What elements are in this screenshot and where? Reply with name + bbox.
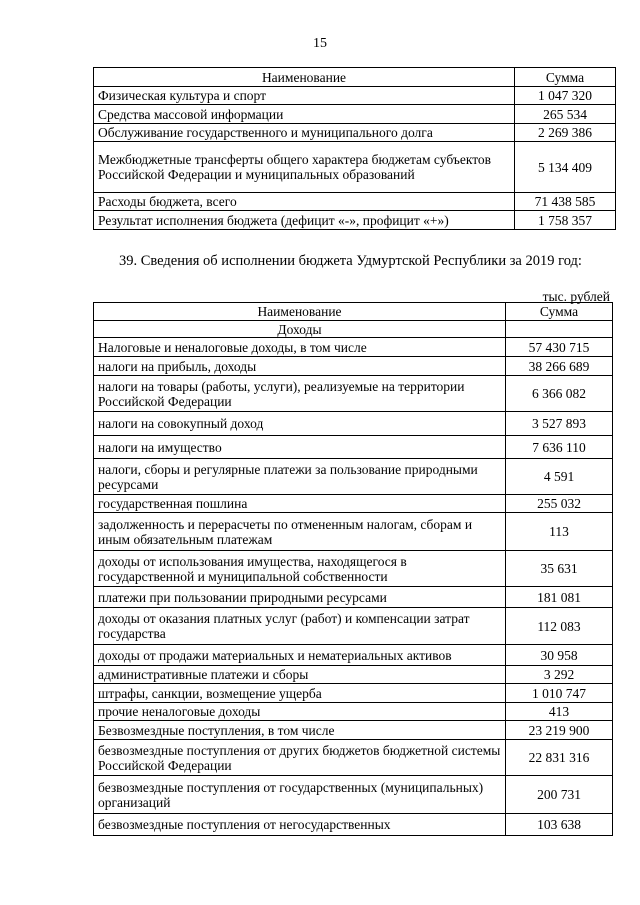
row-amount: 181 081 [506, 587, 613, 608]
row-name: Результат исполнения бюджета (дефицит «-», профицит «+») [94, 211, 515, 230]
table-row [94, 105, 616, 124]
table-row [94, 357, 613, 376]
row-name: Расходы бюджета, всего [94, 193, 515, 211]
row-name: Средства массовой информации [94, 105, 515, 124]
row-name: доходы от продажи материальных и нематериальных активов [94, 645, 506, 666]
table-row [94, 436, 613, 459]
table-row [94, 608, 613, 645]
table-row [94, 513, 613, 551]
row-name: доходы от использования имущества, находящегося в государственной и муниципальной собственности [94, 551, 506, 587]
table-row [94, 376, 613, 412]
empty-cell [506, 321, 613, 338]
table-row [94, 740, 613, 776]
row-amount: 1 758 357 [515, 211, 616, 230]
row-name: Налоговые и неналоговые доходы, в том числе [94, 338, 506, 357]
row-name: налоги на имущество [94, 436, 506, 459]
row-amount: 22 831 316 [506, 740, 613, 776]
row-amount: 200 731 [506, 776, 613, 814]
row-amount: 2 269 386 [515, 124, 616, 142]
row-amount: 413 [506, 703, 613, 721]
units-label: тыс. рублей [542, 289, 610, 304]
row-name: налоги, сборы и регулярные платежи за пользование природными ресурсами [94, 459, 506, 495]
row-name: задолженность и перерасчеты по отмененным налогам, сборам и иным обязательным платежам [94, 513, 506, 551]
row-amount: 113 [506, 513, 613, 551]
row-amount: 71 438 585 [515, 193, 616, 211]
row-amount: 6 366 082 [506, 376, 613, 412]
row-amount: 1 047 320 [515, 87, 616, 105]
table-row [94, 211, 616, 230]
row-amount: 7 636 110 [506, 436, 613, 459]
row-amount: 112 083 [506, 608, 613, 645]
table-row [94, 703, 613, 721]
table-row [94, 193, 616, 211]
row-name: административные платежи и сборы [94, 666, 506, 684]
row-amount: 3 292 [506, 666, 613, 684]
table-row [94, 684, 613, 703]
table-header-row [94, 68, 616, 87]
section-number: 39. [119, 253, 138, 269]
page-number: 15 [313, 36, 327, 51]
row-name: платежи при пользовании природными ресурсами [94, 587, 506, 608]
column-header-amount: Сумма [515, 68, 616, 87]
row-amount: 38 266 689 [506, 357, 613, 376]
table-row [94, 412, 613, 436]
row-name: безвозмездные поступления от государственных (муниципальных) организаций [94, 776, 506, 814]
income-subheader: Доходы [94, 321, 506, 338]
table-row [94, 551, 613, 587]
row-amount: 57 430 715 [506, 338, 613, 357]
row-name: Межбюджетные трансферты общего характера бюджетам субъектов Российской Федерации и муниципальных образований [94, 142, 515, 193]
column-header-name: Наименование [94, 303, 506, 321]
table-row [94, 776, 613, 814]
row-name: Обслуживание государственного и муниципального долга [94, 124, 515, 142]
row-name: налоги на прибыль, доходы [94, 357, 506, 376]
row-name: налоги на совокупный доход [94, 412, 506, 436]
row-amount: 103 638 [506, 814, 613, 836]
budget-execution-table [93, 302, 613, 836]
row-amount: 35 631 [506, 551, 613, 587]
table-row [94, 666, 613, 684]
row-amount: 265 534 [515, 105, 616, 124]
table-row [94, 124, 616, 142]
table-row [94, 459, 613, 495]
row-name: штрафы, санкции, возмещение ущерба [94, 684, 506, 703]
table-row [94, 587, 613, 608]
column-header-amount: Сумма [506, 303, 613, 321]
row-amount: 5 134 409 [515, 142, 616, 193]
row-amount: 3 527 893 [506, 412, 613, 436]
table-row [94, 142, 616, 193]
row-amount: 30 958 [506, 645, 613, 666]
table-header-row [94, 303, 613, 321]
column-header-name: Наименование [94, 68, 515, 87]
table-row [94, 87, 616, 105]
row-name: налоги на товары (работы, услуги), реализуемые на территории Российской Федерации [94, 376, 506, 412]
row-amount: 255 032 [506, 495, 613, 513]
table-row [94, 721, 613, 740]
row-name: доходы от оказания платных услуг (работ) и компенсации затрат государства [94, 608, 506, 645]
row-name: Безвозмездные поступления, в том числе [94, 721, 506, 740]
budget-expenses-table [93, 67, 616, 230]
table-row [94, 814, 613, 836]
section-heading-text: Сведения об исполнении бюджета Удмуртской Республики за 2019 год: [140, 253, 582, 269]
row-amount: 4 591 [506, 459, 613, 495]
row-name: Физическая культура и спорт [94, 87, 515, 105]
row-amount: 1 010 747 [506, 684, 613, 703]
table-row [94, 338, 613, 357]
table-row [94, 645, 613, 666]
row-name: прочие неналоговые доходы [94, 703, 506, 721]
row-name: безвозмездные поступления от негосударственных [94, 814, 506, 836]
table-row [94, 495, 613, 513]
row-amount: 23 219 900 [506, 721, 613, 740]
row-name: государственная пошлина [94, 495, 506, 513]
table-subheader-row [94, 321, 613, 338]
row-name: безвозмездные поступления от других бюджетов бюджетной системы Российской Федерации [94, 740, 506, 776]
section-heading [93, 253, 612, 269]
